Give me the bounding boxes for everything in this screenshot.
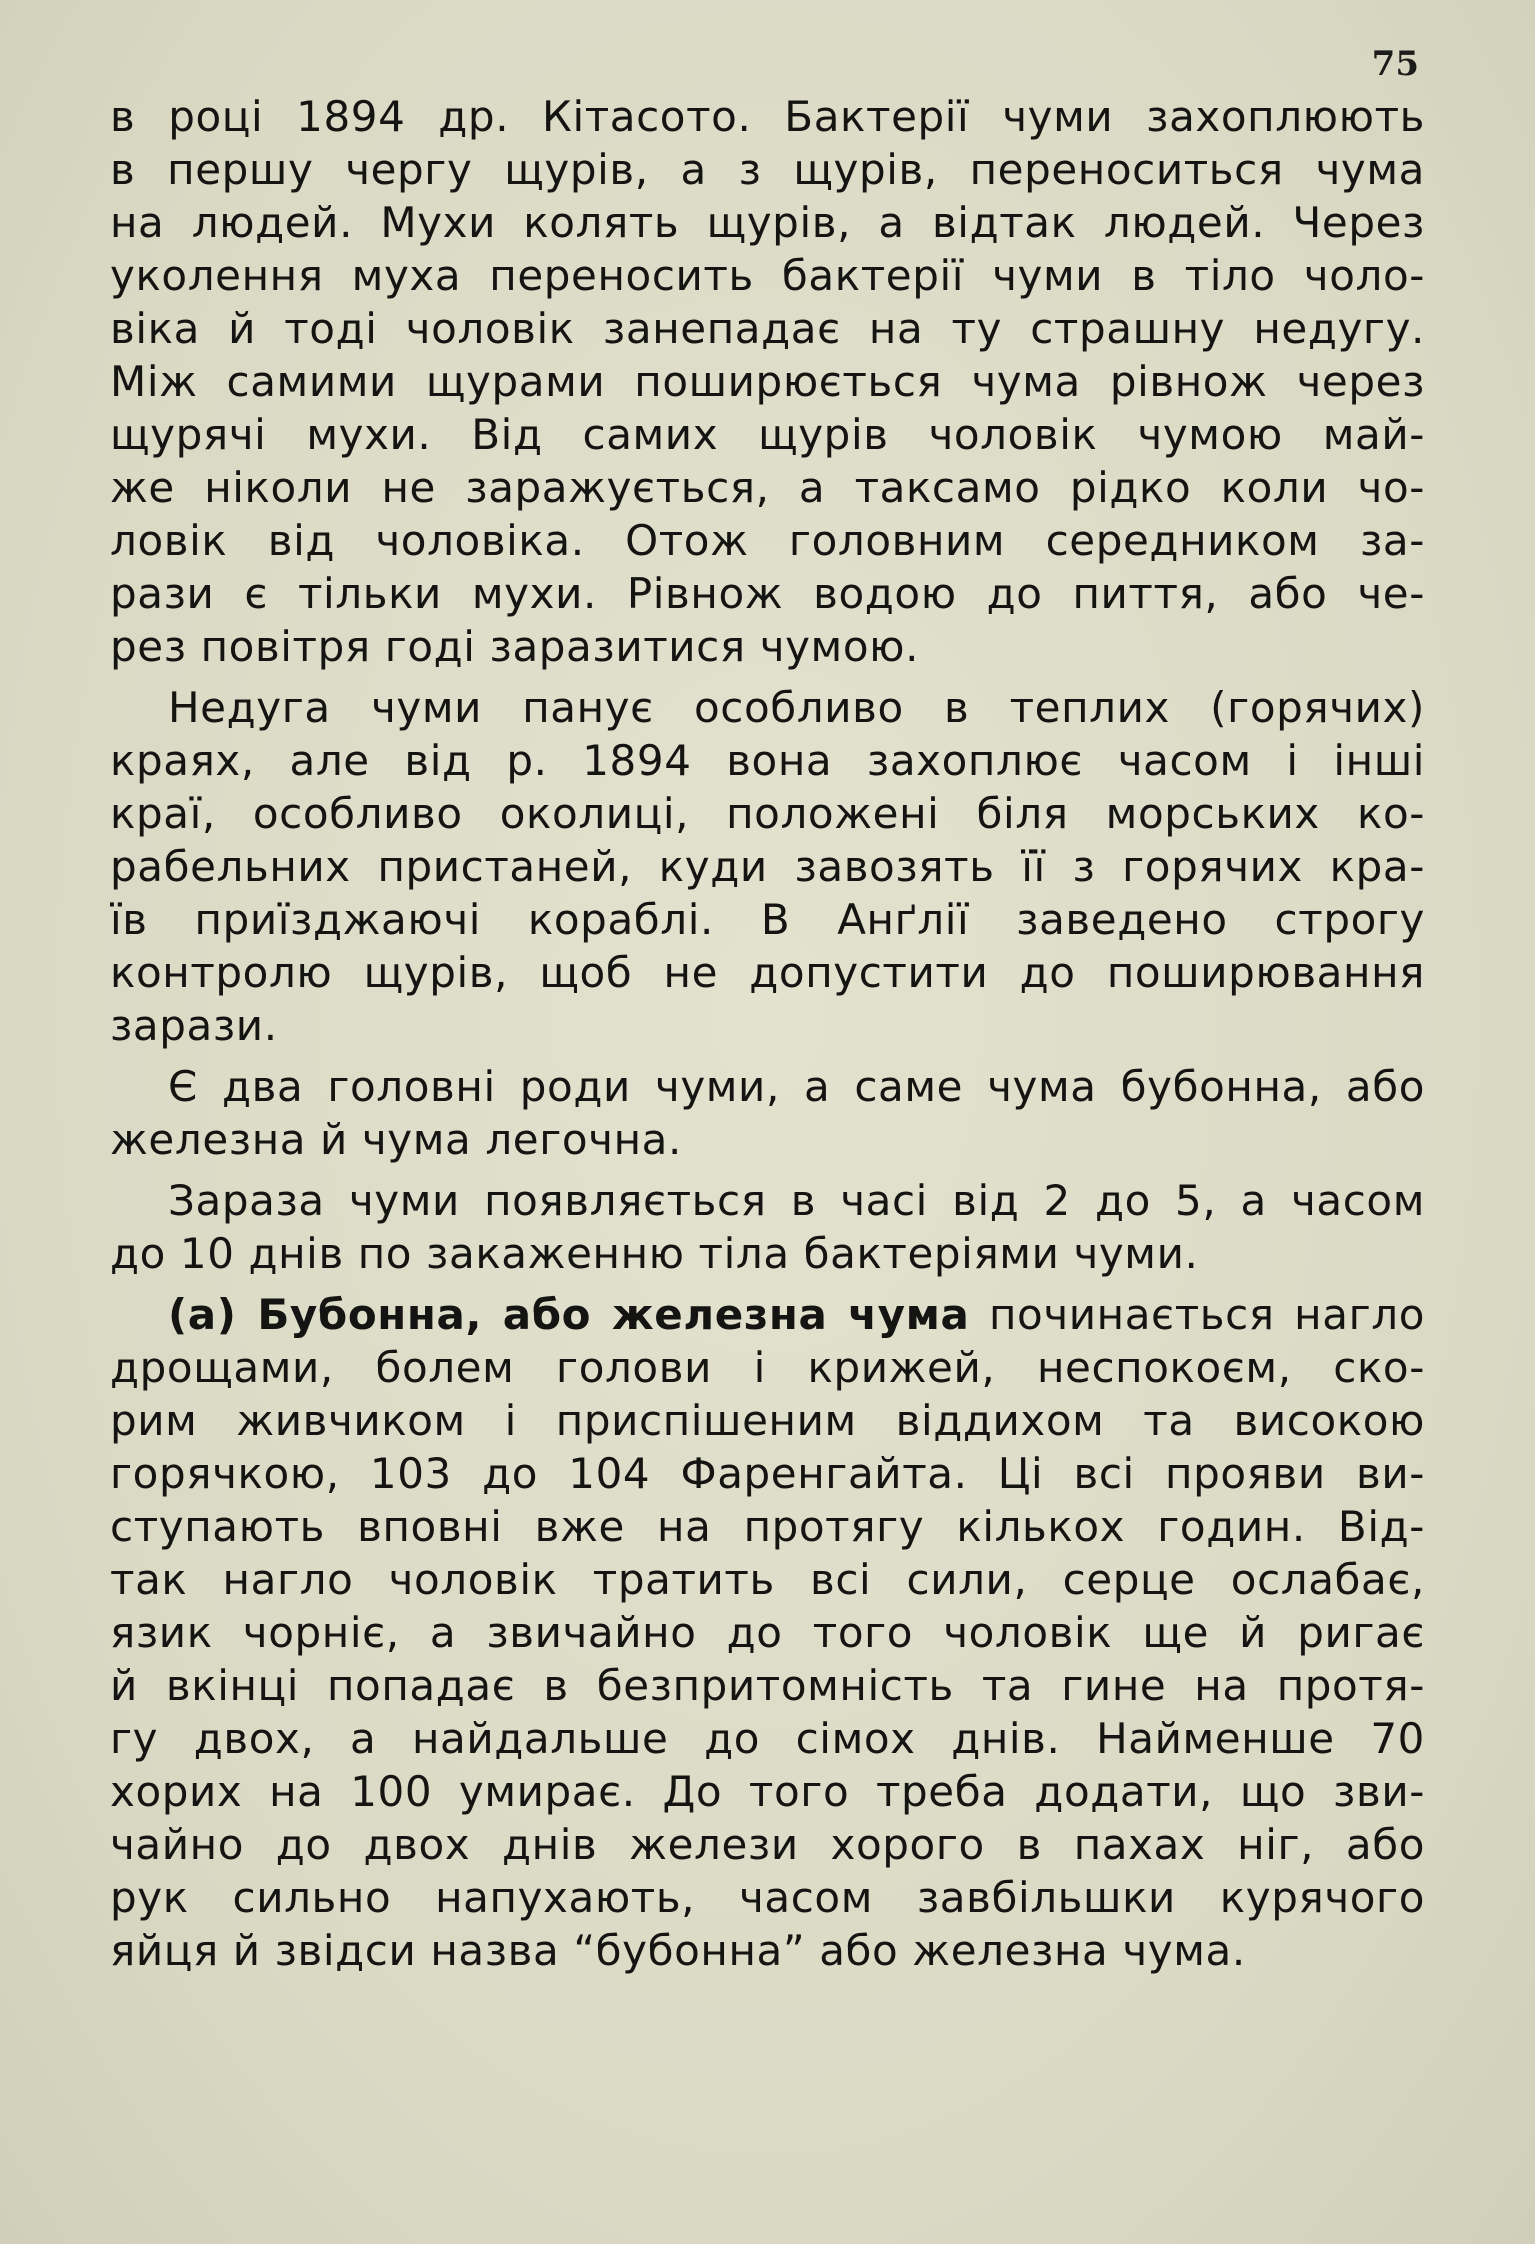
page-number: 75	[1371, 44, 1419, 84]
text-line: рази є тільки мухи. Рівнож водою до пиття, або че-	[110, 569, 1425, 618]
text-line: рук сильно напухають, часом завбільшки курячого	[110, 1873, 1425, 1922]
text-line: железна й чума легочна.	[110, 1115, 682, 1164]
text-line: й вкінці попадає в безпритомність та гине на протя-	[110, 1661, 1425, 1710]
paragraph	[110, 1174, 1425, 1280]
text-line: рабельних пристаней, куди завозять її з горячих кра-	[110, 842, 1425, 891]
text-line: контролю щурів, щоб не допустити до поширювання	[110, 948, 1425, 997]
text-line: в першу чергу щурів, а з щурів, переноситься чума	[110, 145, 1425, 194]
text-line: уколення муха переносить бактерії чуми в тіло чоло-	[110, 251, 1425, 300]
text-line: їв приїзджаючі кораблі. В Анґлії заведено строгу	[110, 895, 1425, 944]
text-line: Зараза чуми появляється в часі від 2 до 5, а часом	[168, 1176, 1425, 1225]
text-line: так нагло чоловік тратить всі сили, серце ослабає,	[110, 1555, 1425, 1604]
text-line: в році 1894 др. Кітасото. Бактерії чуми захоплюють	[110, 92, 1425, 141]
text-line: зарази.	[110, 1001, 278, 1050]
text-line: рим живчиком і приспішеним віддихом та високою	[110, 1396, 1425, 1445]
text-line: краях, але від р. 1894 вона захоплює часом і інші	[110, 736, 1425, 785]
body-text	[110, 90, 1425, 1977]
text-fragment: починається нагло	[969, 1290, 1425, 1339]
text-line: яйця й звідси назва “бубонна” або железна чума.	[110, 1926, 1246, 1975]
paragraph	[110, 1288, 1425, 1977]
text-line: Недуга чуми панує особливо в теплих (горячих)	[168, 683, 1425, 732]
text-line: ловік від чоловіка. Отож головним середником за-	[110, 516, 1425, 565]
text-line: дрощами, болем голови і крижей, неспокоєм, ско-	[110, 1343, 1425, 1392]
text-line: же ніколи не заражується, а таксамо рідко коли чо-	[110, 463, 1425, 512]
text-line: Є два головні роди чуми, а саме чума бубонна, або	[168, 1062, 1425, 1111]
text-line: щурячі мухи. Від самих щурів чоловік чумою май-	[110, 410, 1425, 459]
text-line	[110, 1288, 1425, 1341]
paragraph	[110, 1060, 1425, 1166]
text-line: віка й тоді чоловік занепадає на ту страшну недугу.	[110, 304, 1425, 353]
paragraph	[110, 90, 1425, 673]
section-heading: (а) Бубонна, або железна чума	[168, 1290, 970, 1339]
text-line: до 10 днів по закаженню тіла бактеріями чуми.	[110, 1229, 1199, 1278]
text-line: Між самими щурами поширюється чума рівнож через	[110, 357, 1425, 406]
text-line: краї, особливо околиці, положені біля морських ко-	[110, 789, 1425, 838]
text-line: чайно до двох днів желези хорого в пахах ніг, або	[110, 1820, 1425, 1869]
text-line: язик чорніє, а звичайно до того чоловік ще й ригає	[110, 1608, 1425, 1657]
text-line: хорих на 100 умирає. До того треба додати, що зви-	[110, 1767, 1425, 1816]
text-line: горячкою, 103 до 104 Фаренгайта. Ці всі прояви ви-	[110, 1449, 1425, 1498]
text-line: ступають вповні вже на протягу кількох годин. Від-	[110, 1502, 1425, 1551]
text-line: на людей. Мухи колять щурів, а відтак людей. Через	[110, 198, 1425, 247]
text-line: рез повітря годі заразитися чумою.	[110, 622, 920, 671]
text-line: гу двох, а найдальше до сімох днів. Найменше 70	[110, 1714, 1425, 1763]
paragraph	[110, 681, 1425, 1052]
